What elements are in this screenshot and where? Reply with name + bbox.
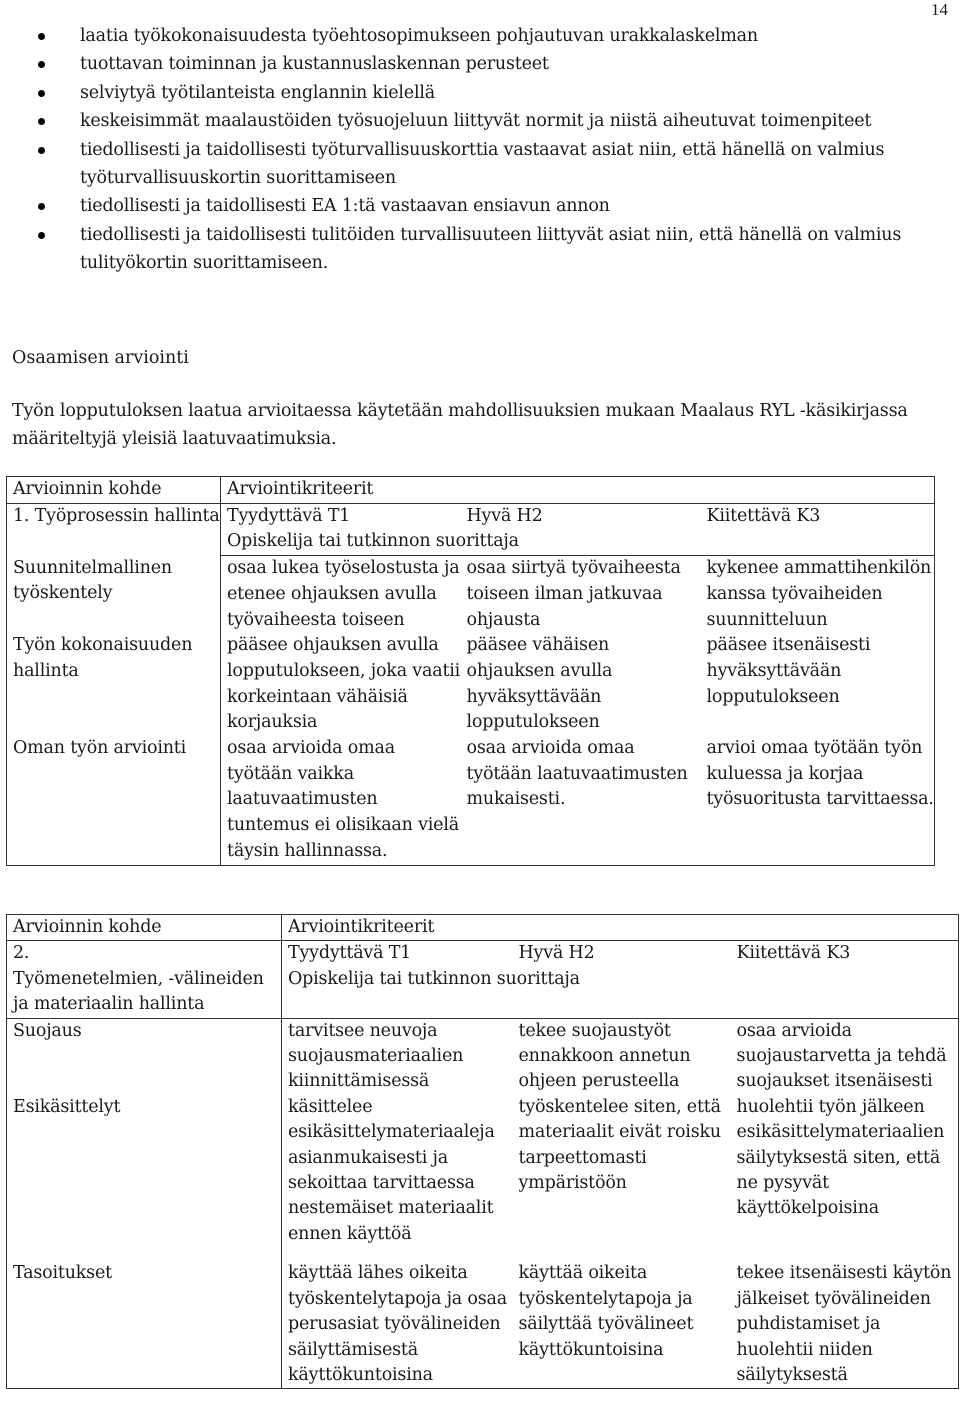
column-header-target: Arvioinnin kohde [7,477,221,504]
criteria-h2: työskentelee siten, että materiaalit eivät roisku tarpeettomasti ympäristöön [518,1096,721,1194]
row-target: Työn kokonaisuuden hallinta [7,633,221,736]
criteria-h2: käyttää oikeita työskentelytapoja ja säilyttää työvälineet käyttökuntoisina [513,1261,731,1389]
student-label: Opiskelija tai tutkinnon suorittaja [282,967,959,1018]
list-item: tiedollisesti ja taidollisesti EA 1:tä vastaavan ensiavun annon [38,192,918,220]
criteria-k3: arvioi omaa työtään työn kuluessa ja korjaa työsuoritusta tarvittaessa. [701,736,935,865]
criteria-h2: osaa arvioida omaa työtään laatuvaatimusten mukaisesti. [461,736,701,865]
level-h2: Hyvä H2 [518,943,595,964]
criteria-t1: pääsee ohjauksen avulla lopputulokseen, joka vaatii korkeintaan vähäisiä korjauksia [227,635,461,733]
criteria-k3: pääsee itsenäisesti hyväksyttävään lopputulokseen [701,633,935,736]
criteria-h2: pääsee vähäisen ohjauksen avulla hyväksyttävään lopputulokseen [466,635,613,733]
table-row [7,1095,959,1261]
level-h2: Hyvä H2 [466,505,543,526]
list-item: tiedollisesti ja taidollisesti tulitöiden turvallisuuteen liittyvät asiat niin, että hänellä on valmius tulityökortin suorittamiseen. [38,221,918,278]
student-label: Opiskelija tai tutkinnon suorittaja [221,529,935,555]
column-header-target: Arvioinnin kohde [7,915,282,941]
level-k3: Kiitettävä K3 [701,503,935,529]
assessment-table-2 [6,914,959,1389]
list-item: keskeisimmät maalaustöiden työsuojeluun liittyvät normit ja niistä aiheutuvat toimenpiteet [38,107,918,135]
criteria-t1: osaa arvioida omaa työtään vaikka laatuvaatimusten tuntemus ei olisikaan vielä täysin hallinnassa. [221,736,461,865]
criteria-t1: käyttää lähes oikeita työskentelytapoja ja osaa perusasiat työvälineiden säilyttämisestä käyttökuntoisina [282,1261,513,1389]
group-label: 1. Työprosessin hallinta [7,503,221,555]
list-item: tiedollisesti ja taidollisesti työturvallisuuskorttia vastaavat asiat niin, että hänellä on valmius työturvallisuuskortin suorittamiseen [38,136,918,193]
table-row [7,556,935,634]
row-target: Oman työn arviointi [7,736,221,865]
section-heading: Osaamisen arviointi [12,348,189,368]
column-header-criteria: Arviointikriteerit [221,477,935,504]
page-number: 14 [931,0,948,19]
group-number: 2. [7,941,282,967]
assessment-table-1 [6,476,935,866]
group-label: Työmenetelmien, -välineiden ja materiaalin hallinta [7,967,282,1018]
table-row [7,1261,959,1389]
list-item: tuottavan toiminnan ja kustannuslaskennan perusteet [38,50,918,78]
list-item: selviytyä työtilanteista englannin kielellä [38,79,918,107]
criteria-k3: osaa arvioida suojaustarvetta ja tehdä suojaukset itsenäisesti [731,1018,959,1095]
intro-paragraph: Työn lopputuloksen laatua arvioitaessa käytetään mahdollisuuksien mukaan Maalaus RYL -käsikirjassa määriteltyjä yleisiä laatuvaatimuksia. [12,401,908,449]
list-item: laatia työkokonaisuudesta työehtosopimukseen pohjautuvan urakkalaskelman [38,22,918,50]
row-target: Suojaus [7,1018,282,1095]
level-t1: Tyydyttävä T1 [288,943,412,964]
table-row [7,736,935,865]
criteria-t1: tarvitsee neuvoja suojausmateriaalien kiinnittämisessä [288,1020,464,1092]
criteria-k3: kykenee ammattihenkilön kanssa työvaiheiden suunnitteluun [701,556,935,634]
criteria-h2: osaa siirtyä työvaiheesta toiseen ilman jatkuvaa ohjausta [466,558,681,630]
table-row [7,633,935,736]
learning-outcomes-list [38,22,918,278]
row-target: Suunnitelmallinen työskentely [7,556,221,634]
criteria-h2: tekee suojaustyöt ennakkoon annetun ohjeen perusteella [518,1020,691,1092]
column-header-criteria: Arviointikriteerit [282,915,959,941]
table-row [7,1018,959,1095]
row-target: Tasoitukset [7,1261,282,1389]
criteria-t1: käsittelee esikäsittelymateriaaleja asianmukaisesti ja sekoittaa tarvittaessa nestemäiset materiaalit ennen käyttöä [288,1096,495,1244]
level-t1: Tyydyttävä T1 [227,505,351,526]
criteria-k3: tekee itsenäisesti käytön jälkeiset työvälineiden puhdistamiset ja huolehtii niiden säilytyksestä [731,1261,959,1389]
criteria-k3: huolehtii työn jälkeen esikäsittelymateriaalien säilytyksestä siten, että ne pysyvät käyttökelpoisina [731,1095,959,1261]
criteria-t1: osaa lukea työselostusta ja etenee ohjauksen avulla työvaiheesta toiseen [227,558,460,630]
level-k3: Kiitettävä K3 [731,941,959,967]
row-target: Esikäsittelyt [7,1095,282,1261]
